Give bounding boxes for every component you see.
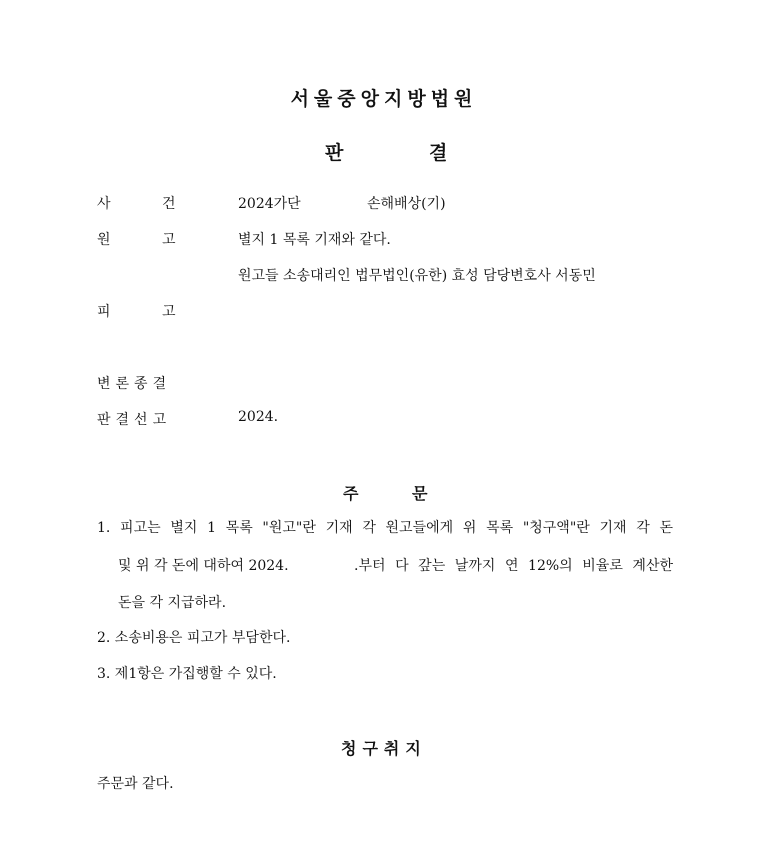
defendant-label-b: 고 (162, 304, 176, 320)
order-item-1-line-1: 1. 피고는 별지 1 목록 "원고"란 기재 각 원고들에게 위 목록 "청구액"란 기재 각 돈 (97, 520, 673, 536)
court-name: 서울중앙지방법원 (290, 88, 478, 110)
claim-text: 주문과 같다. (97, 776, 174, 792)
order-item-2: 2. 소송비용은 피고가 부담한다. (97, 630, 291, 646)
order-heading-left: 주 (343, 484, 359, 503)
plaintiff-counsel: 원고들 소송대리인 법무법인(유한) 효성 담당변호사 서동민 (238, 268, 596, 284)
verdict-label: 판결선고 (97, 412, 172, 428)
doc-type-right: 결 (429, 142, 448, 164)
plaintiff-label-a: 원 (97, 232, 111, 248)
closing-label: 변론종결 (97, 376, 172, 392)
case-label-a: 사 (97, 196, 111, 212)
order-item-1-line-2b: .부터 다 갚는 날까지 연 12%의 비율로 계산한 (354, 558, 673, 574)
plaintiff-label-b: 고 (162, 232, 176, 248)
case-name: 손해배상(기) (367, 196, 446, 212)
case-label-b: 건 (162, 196, 176, 212)
claim-heading: 청구취지 (341, 739, 427, 758)
plaintiff-value: 별지 1 목록 기재와 같다. (238, 232, 391, 248)
doc-type-left: 판 (325, 142, 344, 164)
verdict-date: 2024. (238, 409, 279, 425)
order-heading-right: 문 (412, 484, 428, 503)
order-item-1-line-2a: 및 위 각 돈에 대하여 2024. (118, 558, 289, 574)
defendant-label-a: 피 (97, 304, 111, 320)
order-item-1-line-3: 돈을 각 지급하라. (118, 595, 227, 611)
order-item-3: 3. 제1항은 가집행할 수 있다. (97, 666, 277, 682)
case-number: 2024가단 (238, 196, 301, 212)
